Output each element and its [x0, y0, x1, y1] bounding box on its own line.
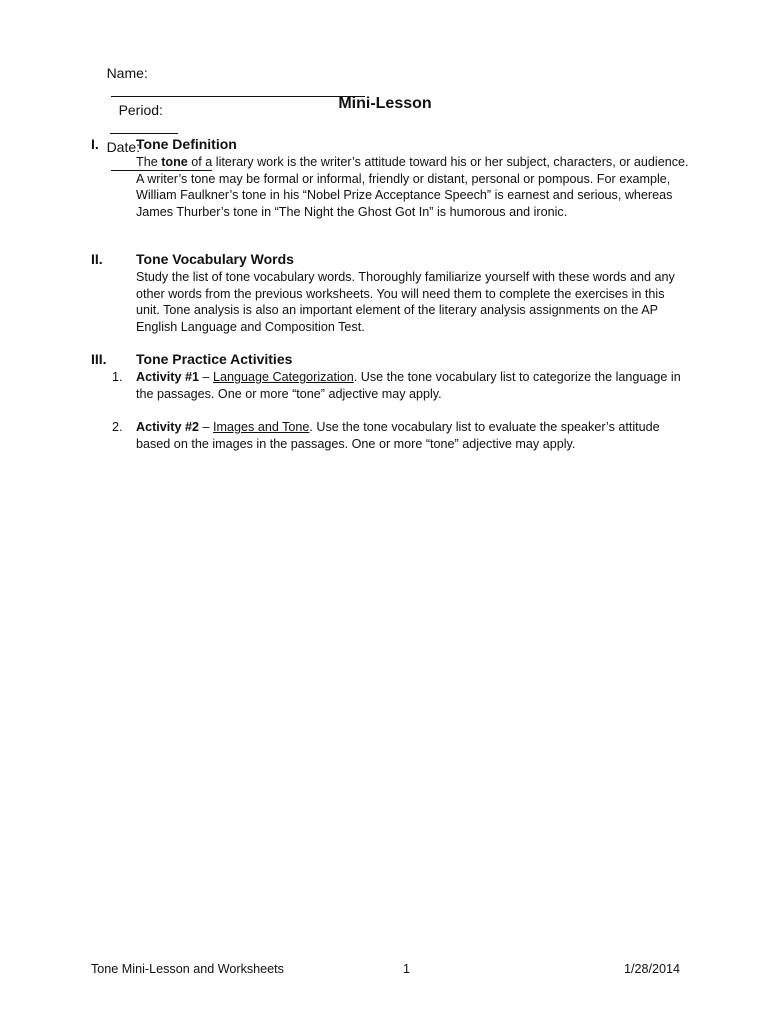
section-numeral: III. [91, 351, 107, 367]
list-number: 2. [112, 420, 123, 434]
activity-text: Activity #1 – Language Categorization. Use the tone vocabulary list to categorize the language in the passages. One or more “tone” adjective may apply. [136, 370, 681, 401]
section-tone-definition [91, 136, 691, 236]
section-numeral: I. [91, 136, 99, 152]
footer-page-number: 1 [403, 962, 411, 976]
period-label: Period: [118, 102, 163, 118]
date-label: Date: [106, 139, 141, 155]
period-blank[interactable] [110, 119, 178, 134]
section-paragraph: Study the list of tone vocabulary words. Thoroughly familiarize yourself with these words and any other words from the previous worksheets. You will need them to complete the exercises in this unit. Tone analysis is also an important element of the literary analysis assignments on the AP English Language and Composition Test. [136, 270, 675, 334]
footer-title: Tone Mini-Lesson and Worksheets [91, 962, 284, 976]
section-tone-vocabulary [91, 251, 691, 336]
tone-bold-term: tone [161, 155, 188, 169]
activity-label: Activity #1 [136, 370, 199, 384]
activity-item [112, 419, 682, 455]
section-heading: Tone Practice Activities [136, 351, 293, 367]
section-heading: Tone Vocabulary Words [136, 251, 294, 267]
activity-text: Activity #2 – Images and Tone. Use the tone vocabulary list to evaluate the speaker’s attitude based on the images in the passages. One or more “tone” adjective may apply. [136, 420, 660, 451]
activity-name: Language Categorization [213, 370, 354, 384]
section-heading: Tone Definition [136, 136, 237, 152]
activity-item [112, 369, 682, 405]
footer-date: 1/28/2014 [623, 962, 680, 976]
name-label: Name: [106, 65, 148, 81]
section-tone-practice [91, 351, 691, 371]
page-title: Mini-Lesson [338, 95, 432, 112]
activity-label: Activity #2 [136, 420, 199, 434]
section-paragraph: The tone of a literary work is the writer’s attitude toward his or her subject, characters, or audience. A writer’s tone may be formal or informal, friendly or distant, personal or pompous. For example, William Faulkner’s tone in his “Nobel Prize Acceptance Speech” is earnest and serious, whereas James Thurber’s tone in “The Night the Ghost Got In” is humorous and ironic. [136, 155, 689, 219]
activity-name: Images and Tone [213, 420, 310, 434]
list-number: 1. [112, 370, 123, 384]
section-numeral: II. [91, 251, 103, 267]
